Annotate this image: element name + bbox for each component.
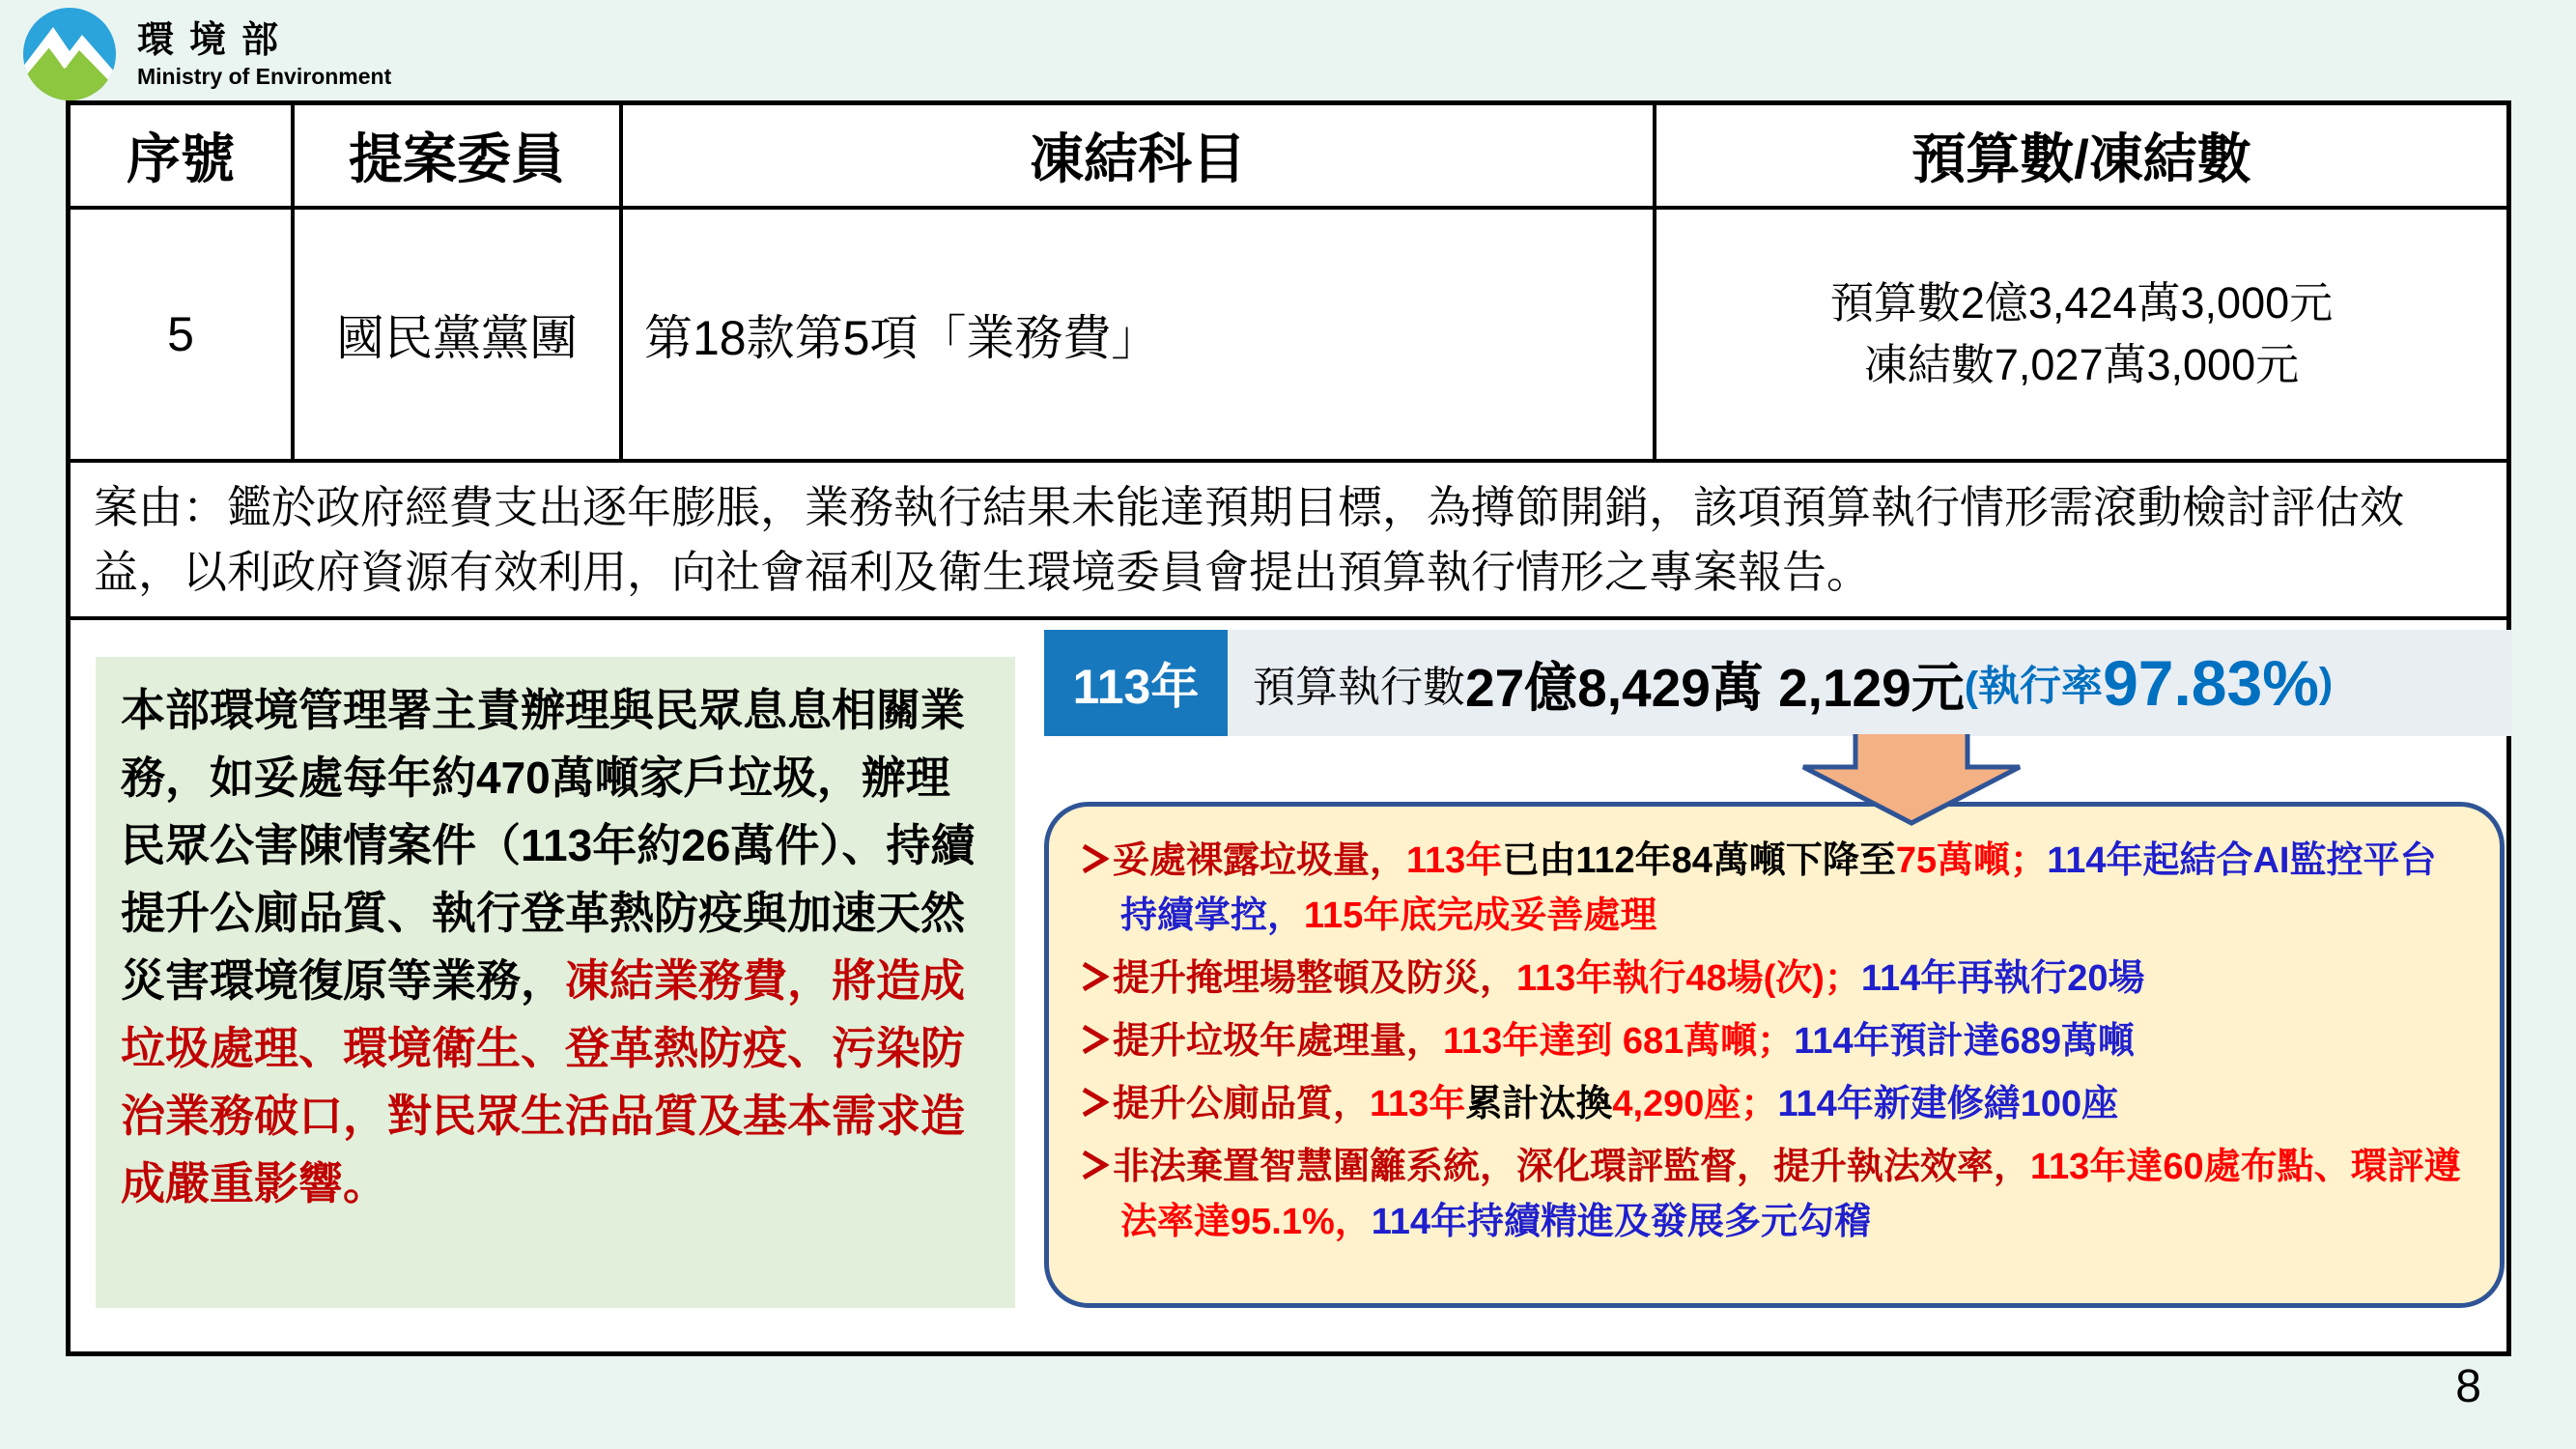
logo-subtitle: Ministry of Environment	[137, 64, 392, 89]
header-frozen-subject: 凍結科目	[623, 105, 1656, 206]
bullet-segment: 提升垃圾年處理量，	[1113, 1021, 1444, 1062]
logo-title: 環境部	[137, 20, 295, 61]
bottom-section	[71, 620, 2506, 1338]
bullet-segment: 114年新建修繕100座	[1777, 1084, 2119, 1124]
page-number: 8	[2455, 1361, 2481, 1412]
execution-rate-prefix: (執行率	[1964, 663, 2104, 710]
bullet-item	[1080, 1140, 2473, 1250]
execution-label: 預算執行數	[1253, 664, 1465, 711]
arrowhead-bullet-icon	[1080, 960, 1109, 993]
bullet-segment: 114年起結合AI監控平台持續掌控，	[1120, 840, 2437, 936]
bullet-item	[1080, 1077, 2473, 1132]
arrowhead-bullet-icon	[1080, 842, 1109, 875]
arrowhead-bullet-icon	[1080, 1023, 1109, 1056]
year-badge: 113年	[1044, 630, 1228, 736]
ministry-logo-icon	[21, 6, 118, 107]
bullet-segment: 113年達到 681萬噸；	[1443, 1021, 1795, 1062]
execution-amount-strip	[1228, 630, 2512, 736]
execution-amount: 27億8,429萬 2,129元	[1465, 657, 1965, 718]
agency-note-red: 凍結業務費，將造成垃圾處理、環境衛生、登革熱防疫、污染防治業務破口，對民眾生活品質及基本需求造成嚴重影響。	[121, 955, 965, 1208]
bullet-item	[1080, 834, 2473, 944]
execution-rate-value: 97.83%	[2103, 647, 2319, 719]
bullet-item	[1080, 952, 2473, 1007]
arrowhead-bullet-icon	[1080, 1149, 1109, 1181]
cell-budget	[1656, 210, 2506, 459]
frozen-amount: 凍結數7,027萬3,000元	[1863, 340, 2300, 389]
bullet-segment: 4,290座；	[1612, 1084, 1778, 1124]
down-arrow-icon	[1798, 734, 2025, 832]
bullet-segment: 提升掩埋場整頓及防災，	[1113, 958, 1517, 999]
table-header-row	[71, 105, 2506, 210]
budget-amount: 預算數2億3,424萬3,000元	[1829, 278, 2334, 327]
bullet-segment: 114年持續精進及發展多元勾稽	[1371, 1202, 1872, 1242]
cell-serial: 5	[71, 210, 295, 459]
agency-note-black: 本部環境管理署主責辦理與民眾息息相關業務，如妥處每年約470萬噸家戶垃圾，辦理民眾公害陳情案件（113年約26萬件）、持續提升公廁品質、執行登革熱防疫與加速天然災害環境復原等業務，	[121, 685, 976, 1006]
bullet-item	[1080, 1014, 2473, 1069]
execution-rate-suffix: )	[2318, 659, 2334, 706]
bullet-segment: 已由112年84萬噸下降至	[1502, 840, 1896, 881]
arrowhead-bullet-icon	[1080, 1086, 1109, 1119]
bullet-segment: 妥處裸露垃圾量，	[1113, 840, 1407, 881]
cell-proposer: 國民黨黨團	[295, 210, 623, 459]
execution-banner	[1044, 630, 2512, 736]
header-serial: 序號	[71, 105, 295, 206]
bullet-segment: 75萬噸；	[1895, 840, 2048, 881]
bullet-segment: 113年達60處布點、環評遵法率達95.1%，	[1120, 1147, 2461, 1242]
main-table-box	[66, 100, 2511, 1356]
table-row	[71, 210, 2506, 463]
header-proposer: 提案委員	[295, 105, 623, 206]
bullet-segment: 114年預計達689萬噸	[1794, 1021, 2135, 1062]
bullet-segment: 113年	[1406, 840, 1503, 881]
bullet-segment: 114年再執行20場	[1860, 958, 2145, 999]
header-budget: 預算數/凍結數	[1911, 128, 2251, 189]
bullet-segment: 113年執行48場(次)；	[1516, 958, 1861, 999]
bullet-segment: 累計汰換	[1465, 1084, 1613, 1124]
bullet-segment: 提升公廁品質，	[1113, 1084, 1371, 1124]
bullet-segment: 非法棄置智慧圍籬系統，深化環評監督，提升執法效率，	[1113, 1147, 2031, 1187]
ministry-logo	[21, 6, 391, 107]
case-description: 案由：鑑於政府經費支出逐年膨脹，業務執行結果未能達預期目標，為撙節開銷，該項預算執行情形需滾動檢討評估效益，以利政府資源有效利用，向社會福利及衛生環境委員會提出預算執行情形之專案報告。	[71, 463, 2506, 620]
achievements-box	[1044, 802, 2505, 1308]
cell-frozen-subject: 第18款第5項「業務費」	[623, 210, 1656, 459]
agency-note	[96, 657, 1015, 1308]
bullet-segment: 115年底完成妥善處理	[1304, 895, 1657, 936]
bullet-list	[1080, 834, 2473, 1250]
bullet-segment: 113年	[1370, 1084, 1466, 1124]
